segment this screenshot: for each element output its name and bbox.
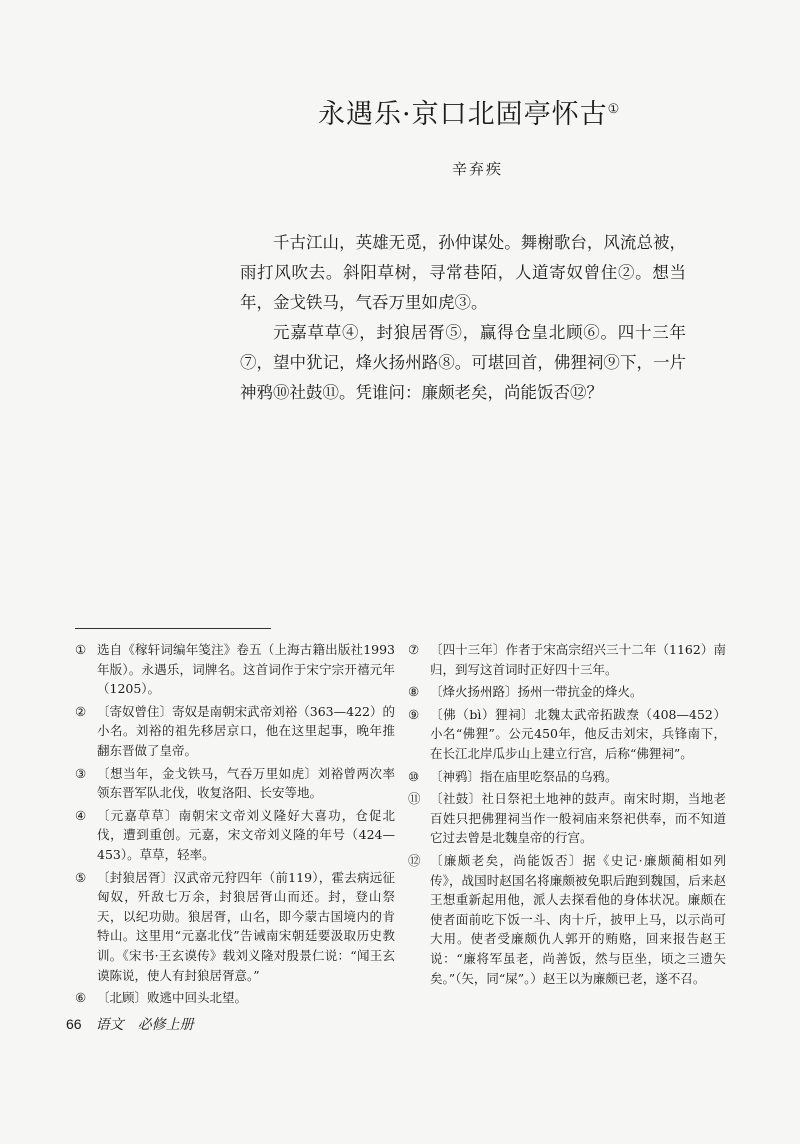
book-title: 语文 必修上册: [95, 1017, 194, 1033]
footnote: [75, 640, 395, 699]
footnote-text: 〔想当年，金戈铁马，气吞万里如虎〕刘裕曾两次率领东晋军队北伐，收复洛阳、长安等地。: [97, 765, 395, 801]
footnote-number: ⑥: [75, 990, 87, 1006]
footnote-text: 〔寄奴曾住〕寄奴是南朝宋武帝刘裕（363—422）的小名。刘裕的祖先移居京口，他在这里起事，晚年推翻东晋做了皇帝。: [97, 703, 395, 758]
footnote-number: ④: [75, 807, 87, 823]
footnote: [75, 764, 395, 803]
page-footer: [66, 1014, 194, 1034]
footnote-number: ②: [75, 703, 87, 719]
footnote: [75, 806, 395, 865]
title-footnote-marker: ①: [607, 102, 621, 117]
footnote-text: 〔烽火扬州路〕扬州一带抗金的烽火。: [430, 684, 643, 700]
footnote-text: 〔神鸦〕指在庙里吃祭品的乌鸦。: [430, 768, 618, 784]
footnote-number: ⑩: [408, 768, 420, 784]
poem-title: [318, 92, 678, 131]
footnote-text: 〔佛（bì）狸祠〕北魏太武帝拓跋焘（408—452）小名“佛狸”。公元450年，他反击刘宋，兵锋南下，在长江北岸瓜步山上建立行宫，后称“佛狸祠”。: [430, 706, 726, 761]
footnote: [408, 682, 726, 702]
footnote-text: 〔社鼓〕社日祭祀土地神的鼓声。南宋时期，当地老百姓只把佛狸祠当作一般祠庙来祭祀供奉，而不知道它过去曾是北魏皇帝的行宫。: [430, 791, 726, 846]
footnote: [75, 868, 395, 986]
footnote-divider: [75, 628, 271, 629]
footnote: [408, 789, 726, 848]
footnote: [408, 640, 726, 679]
footnote-text: 〔封狼居胥〕汉武帝元狩四年（前119），霍去病远征匈奴，歼敌七万余，封狼居胥山而还。封，登山祭天，以纪功勋。狼居胥，山名，即今蒙古国境内的肯特山。这里用“元嘉北伐”告诫南宋朝廷要汲取历史教训。《宋书·王玄谟传》载刘义隆对殷景仁说：“闻王玄谟陈说，使人有封狼居胥意。”: [97, 869, 395, 983]
footnote: [75, 702, 395, 761]
footnotes-right-column: [408, 640, 726, 991]
footnote-text: 〔北顾〕败逃中回头北望。: [97, 990, 248, 1006]
footnotes-left-column: [75, 640, 395, 1011]
footnote-text: 选自《稼轩词编年笺注》卷五（上海古籍出版社1993年版）。永遇乐，词牌名。这首词作于宋宁宗开禧元年（1205）。: [97, 642, 395, 697]
footnote: [408, 705, 726, 764]
footnote: [408, 851, 726, 988]
footnote-number: ③: [75, 765, 87, 781]
footnote-number: ⑦: [408, 642, 420, 657]
poem-body: [240, 228, 686, 408]
footnote: [75, 988, 395, 1008]
page-number: 66: [66, 1016, 82, 1032]
footnote-number: ⑫: [408, 852, 421, 868]
footnote-text: 〔元嘉草草〕南朝宋文帝刘义隆好大喜功，仓促北伐，遭到重创。元嘉，宋文帝刘义隆的年号（424—453）。草草，轻率。: [97, 807, 395, 862]
poem-stanza-2: 元嘉草草④，封狼居胥⑤，赢得仓皇北顾⑥。四十三年⑦，望中犹记，烽火扬州路⑧。可堪回首，佛狸祠⑨下，一片神鸦⑩社鼓⑪。凭谁问：廉颇老矣，尚能饭否⑫？: [240, 323, 686, 402]
footnote-text: 〔四十三年〕作者于宋高宗绍兴三十二年（1162）南归，到写这首词时正好四十三年。: [430, 642, 726, 677]
footnote-number: ⑧: [408, 684, 420, 700]
poem-stanza-1: 千古江山，英雄无觅，孙仲谋处。舞榭歌台，风流总被，雨打风吹去。斜阳草树，寻常巷陌，人道寄奴曾住②。想当年，金戈铁马，气吞万里如虎③。: [240, 233, 686, 312]
footnote-number: ①: [75, 642, 87, 657]
poem-author: 辛弃疾: [452, 160, 504, 178]
footnote-number: ⑨: [408, 706, 420, 722]
footnote-number: ⑤: [75, 869, 87, 885]
poem-title-text: 永遇乐·京口北固亭怀古: [318, 99, 608, 130]
footnote: [408, 767, 726, 787]
footnote-number: ⑪: [408, 791, 421, 807]
footnote-text: 〔廉颇老矣，尚能饭否〕据《史记·廉颇蔺相如列传》，战国时赵国名将廉颇被免职后跑到魏国，后来赵王想重新起用他，派人去探看他的身体状况。廉颇在使者面前吃下饭一斗、肉十斤，披甲上马，以示尚可大用。使者受廉颇仇人郭开的贿赂，回来报告赵王说：“廉将军虽老，尚善饭，然与臣坐，顷之三遗矢矣。”（矢，同“屎”。）赵王以为廉颇已老，遂不召。: [430, 852, 726, 986]
